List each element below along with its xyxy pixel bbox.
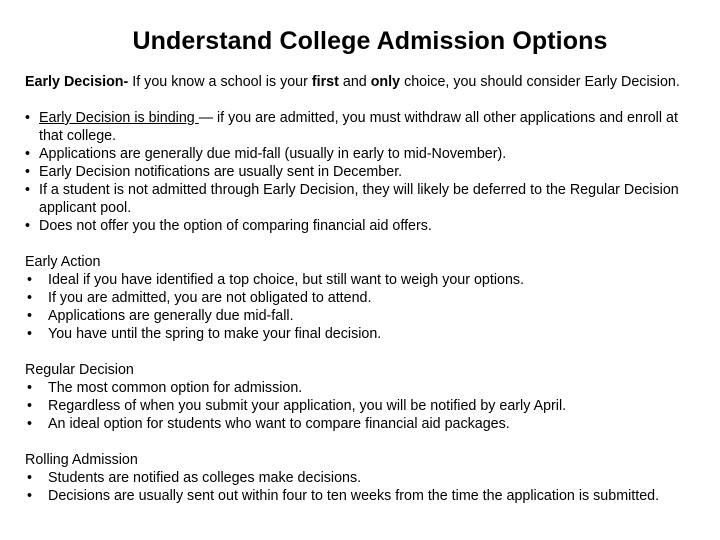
binding-emphasis: Early Decision is binding bbox=[39, 110, 199, 126]
bullet-icon: • bbox=[27, 416, 33, 432]
bullet-icon: • bbox=[27, 326, 33, 342]
list-item-text: Early Decision notifications are usually sent in December. bbox=[39, 164, 403, 180]
content bbox=[25, 73, 705, 505]
list-item-text: Applications are generally due mid-fall (usually in early to mid-November). bbox=[39, 146, 507, 162]
list-item bbox=[25, 415, 705, 433]
list-item-text: Decisions are usually sent out within four to ten weeks from the time the application is submitted. bbox=[48, 488, 660, 504]
bullet-icon: • bbox=[25, 110, 31, 126]
bullet-icon: • bbox=[27, 308, 33, 324]
list-item bbox=[25, 325, 705, 343]
bullet-icon: • bbox=[27, 272, 33, 288]
regular-decision-list bbox=[25, 379, 705, 433]
list-item bbox=[25, 271, 705, 289]
bullet-icon: • bbox=[27, 290, 33, 306]
bullet-icon: • bbox=[27, 380, 33, 396]
list-item-text: Students are notified as colleges make decisions. bbox=[48, 470, 362, 486]
intro-text-1: If you know a school is your bbox=[128, 74, 312, 90]
spacer bbox=[25, 91, 705, 109]
bullet-icon: • bbox=[27, 398, 33, 414]
early-action-heading: Early Action bbox=[25, 254, 101, 270]
list-item bbox=[25, 181, 705, 217]
early-action-list bbox=[25, 271, 705, 343]
list-item-text: Ideal if you have identified a top choice, but still want to weigh your options. bbox=[48, 272, 525, 288]
list-item bbox=[25, 217, 705, 235]
list-item-text: Regardless of when you submit your application, you will be notified by early April. bbox=[48, 398, 567, 414]
list-item-text: Applications are generally due mid-fall. bbox=[48, 308, 294, 324]
bullet-icon: • bbox=[25, 164, 31, 180]
list-item bbox=[25, 307, 705, 325]
list-item bbox=[25, 379, 705, 397]
bullet-icon: • bbox=[27, 470, 33, 486]
list-item-text: The most common option for admission. bbox=[48, 380, 303, 396]
early-decision-lead: Early Decision- bbox=[25, 74, 129, 90]
list-item bbox=[25, 289, 705, 307]
intro-text-3: choice, you should consider Early Decision. bbox=[400, 74, 680, 90]
early-decision-intro bbox=[25, 73, 705, 91]
list-item bbox=[25, 109, 705, 145]
rolling-admission-heading: Rolling Admission bbox=[25, 452, 138, 468]
list-item-text: Does not offer you the option of comparing financial aid offers. bbox=[39, 218, 432, 234]
bullet-icon: • bbox=[25, 218, 31, 234]
intro-first: first bbox=[311, 74, 339, 90]
spacer bbox=[25, 433, 705, 451]
list-item-text: An ideal option for students who want to compare financial aid packages. bbox=[48, 416, 510, 432]
regular-decision-heading: Regular Decision bbox=[25, 362, 134, 378]
binding-rest: — if you are admitted, you must withdraw all other applications and enroll at that college. bbox=[39, 110, 678, 144]
list-item-text: If you are admitted, you are not obligated to attend. bbox=[48, 290, 372, 306]
list-item-text: If a student is not admitted through Early Decision, they will likely be deferred to the Regular Decision applicant pool. bbox=[39, 182, 679, 216]
bullet-icon: • bbox=[25, 146, 31, 162]
page-title: Understand College Admission Options bbox=[132, 27, 608, 55]
list-item bbox=[25, 469, 705, 487]
rolling-admission-list bbox=[25, 469, 705, 505]
intro-only: only bbox=[370, 74, 401, 90]
bullet-icon: • bbox=[25, 182, 31, 198]
list-item bbox=[25, 487, 705, 505]
list-item bbox=[25, 163, 705, 181]
bullet-icon: • bbox=[27, 488, 33, 504]
early-decision-list bbox=[25, 109, 705, 235]
intro-text-2: and bbox=[338, 74, 371, 90]
list-item bbox=[25, 397, 705, 415]
list-item bbox=[25, 145, 705, 163]
list-item-text: You have until the spring to make your final decision. bbox=[48, 326, 382, 342]
spacer bbox=[25, 343, 705, 361]
spacer bbox=[25, 235, 705, 253]
